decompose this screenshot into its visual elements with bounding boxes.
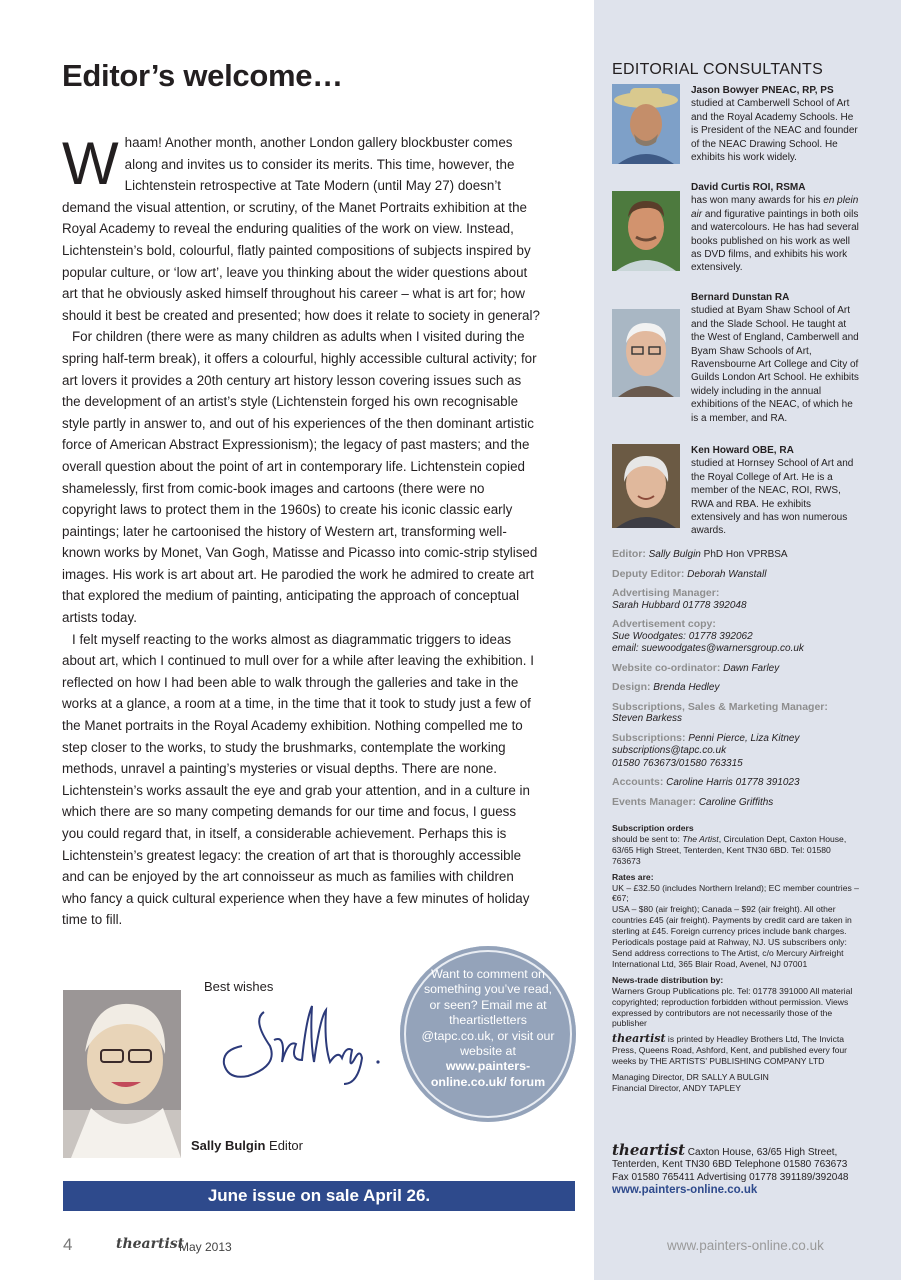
consultant-photo <box>612 84 680 164</box>
footer-url[interactable]: www.painters-online.co.uk <box>667 1238 824 1253</box>
consultant-photo <box>612 191 680 271</box>
consultant-photo <box>612 444 680 528</box>
forum-link[interactable]: www.painters-online.co.uk/ forum <box>430 1059 546 1089</box>
staff-credits <box>612 548 872 815</box>
drop-cap: W <box>62 130 119 197</box>
comment-bubble <box>400 946 576 1122</box>
paragraph-1: Whaam! Another month, another London gallery blockbuster comes along and invites us to consider its merits. This time, however, the Lichtenstein retrospective at Tate Modern (until May 27) doesn’t demand the visual attention, or scrutiny, of the Manet Portraits exhibition at the Royal Academy to reveal the enduring qualities of the work on view. Instead, Lichtenstein’s bold, colourful, flatly painted compositions of subjects inspired by popular culture, or ‘low art’, leave you thinking about the wider questions about art that he obviously asked himself throughout his career – what is art for; how should it best be created and presented; how does it relate to society in general? <box>62 130 540 323</box>
footer-logo: theartist <box>116 1236 185 1252</box>
credit-design: Design: Brenda Hedley <box>612 681 720 693</box>
publisher-address: theartist Caxton House, 63/65 High Street, Tenterden, Kent TN30 6BD Telephone 01580 763673 Fax 01580 765411 Advertising 01778 391189/392048 www.painters-online.co.uk <box>612 1144 860 1197</box>
consultant-photo <box>612 309 680 397</box>
editor-name: Sally Bulgin <box>191 1138 266 1153</box>
issue-date: May 2013 <box>179 1240 232 1254</box>
credit-advertisement-copy: Advertisement copy: Sue Woodgates: 01778 392062 email: suewoodgates@warnersgroup.co.uk <box>612 618 804 654</box>
bubble-text: Want to comment on something you’ve read, or seen? Email me at theartistletters @tapc.co.uk, or visit our website at <box>421 967 555 1059</box>
credit-subscriptions-manager: Subscriptions, Sales & Marketing Manager: Steven Barkess <box>612 700 828 724</box>
consultant-bio: studied at Camberwell School of Art and the Royal Academy Schools. He is President of the NEAC and founder of the NEAC Drawing School. He exhibits his work widely. <box>691 98 858 164</box>
consultant-bio: studied at Hornsey School of Art and the Royal College of Art. He is a member of the NEAC, ROI, RWS, RWA and RBA. He exhibits extensively and has won numerous awards. <box>691 458 854 537</box>
news-trade-heading: News-trade distribution by: <box>612 974 724 985</box>
paragraph-2: For children (there were as many children as adults when I visited during the spring half-term break), it offers a colourful, highly accessible cultural activity; for art lovers it provides a 20th century art history lesson covering issues such as the development of an artist’s style (Lichtenstein forged his own recognisable style partly in answer to, and out of his experiences of the then dominant artistic force of American Abstract Expressionism); the legacy of past masters; and the overall question about the point of art in contemporary life. Lichtenstein copied shamelessly, first from comic-book images and cartoons (there were no copyright laws to protect them in the 1960s) to create his iconic classic early paintings; later he cartoonised the history of Western art, transforming well-known works by Monet, Van Gogh, Matisse and Picasso into comic-strip stylised images. His work is art about art. He parodied the work he admired to create art that explored the medium of painting, anticipating the approach of conceptual artists today. <box>62 329 538 626</box>
editor-portrait <box>63 990 181 1158</box>
best-wishes: Best wishes <box>204 979 274 994</box>
consultant-name: Bernard Dunstan RA <box>691 292 790 303</box>
consultants-title: EDITORIAL CONSULTANTS <box>612 61 824 78</box>
paragraph-3: I felt myself reacting to the works almost as diagrammatic triggers to ideas about art, which I continued to mull over for a while after leaving the exhibition. I reflected on how I had been able to walk through the galleries and take in the works at a glance, a room at a time, in the time that it took to study just a few of the Manet portraits in the Royal Academy exhibition. Nothing compelled me to step closer to the works, to study the brushmarks, contemplate the working methods, unravel a painting’s mysteries or visual depths. There are none. Lichtenstein’s works assault the eye and grab your attention, and in a culture in which there are so many competing demands for our time and focus, I guess you could regard that, in itself, a considerable achievement. Perhaps this is Lichtenstein’s greatest legacy: the creation of art that is thoroughly accessible and can be enjoyed by the art connoisseur as much as families with children who fancy a quick cultural experience when they have a few minutes of holiday time to fill. <box>62 631 534 928</box>
credit-accounts: Accounts: Caroline Harris 01778 391023 <box>612 776 800 788</box>
credit-events: Events Manager: Caroline Griffiths <box>612 795 774 808</box>
credit-deputy-editor: Deputy Editor: Deborah Wanstall <box>612 567 767 580</box>
credit-editor: Editor: Sally Bulgin PhD Hon VPRBSA <box>612 548 788 560</box>
editor-signature-line <box>191 1138 303 1153</box>
signature <box>212 1000 392 1090</box>
page-title: Editor’s welcome… <box>62 58 343 93</box>
website-link[interactable]: www.painters-online.co.uk <box>612 1184 758 1197</box>
consultant-name: Jason Bowyer PNEAC, RP, PS <box>691 85 834 96</box>
editorial-article <box>62 132 540 931</box>
subscription-info: Subscription orders should be sent to: The Artist, Circulation Dept, Caxton House, 63/65 High Street, Tenterden, Kent TN30 6BD. Tel: 01580 763673 Rates are: UK – £32.50 (includes Northern Ireland); EC member countries – €67; USA – $80 (air freight); Canada – $92 (air freight). All other countries £45 (air freight). Payments by credit card are taken in sterling at £45. Foreign currency prices include bank charges. Periodicals postage paid at Rahway, NJ. US subscribers only: Send address corrections to The Artist, c/o Mercury Airfreight International Ltd, 365 Blair Road, Avenel, NJ 07001 News-trade distribution by: Warners Group Publications plc. Tel: 01778 391000 All material copyrighted; reproduction forbidden without permission. Views expressed by contributors are not necessarily those of the publisher theartist is printed by Headley Brothers Ltd, The Invicta Press, Queens Road, Ashford, Kent, and published every four weeks by THE ARTISTS’ PUBLISHING COMPANY LTD Managing Director, DR SALLY A BULGIN Financial Director, ANDY TAPLEY <box>612 823 859 1093</box>
consultant-name: Ken Howard OBE, RA <box>691 445 794 456</box>
artist-logo: theartist <box>612 1141 686 1159</box>
consultant-name: David Curtis ROI, RSMA <box>691 182 806 193</box>
page-number: 4 <box>63 1235 73 1254</box>
issue-banner: June issue on sale April 26. <box>63 1181 575 1211</box>
credit-subscriptions: Subscriptions: Penni Pierce, Liza Kitney subscriptions@tapc.co.uk 01580 763673/01580 763315 <box>612 731 800 769</box>
rates-heading: Rates are: <box>612 871 654 882</box>
consultant-bio: studied at Byam Shaw School of Art and the Slade School. He taught at the West of England, Camberwell and Byam Shaw Schools of Art, Ravensbourne Art College and City of Guilds London Art School. He exhibits widely including in the annual exhibitions of the NEAC, of which he is a member, and RA. <box>691 305 859 424</box>
credit-advertising-manager: Advertising Manager: Sarah Hubbard 01778 392048 <box>612 587 747 611</box>
credit-website: Website co-ordinator: Dawn Farley <box>612 661 780 674</box>
subscription-orders-heading: Subscription orders <box>612 823 694 833</box>
artist-logo: theartist <box>612 1032 666 1046</box>
editor-role: Editor <box>269 1138 303 1153</box>
